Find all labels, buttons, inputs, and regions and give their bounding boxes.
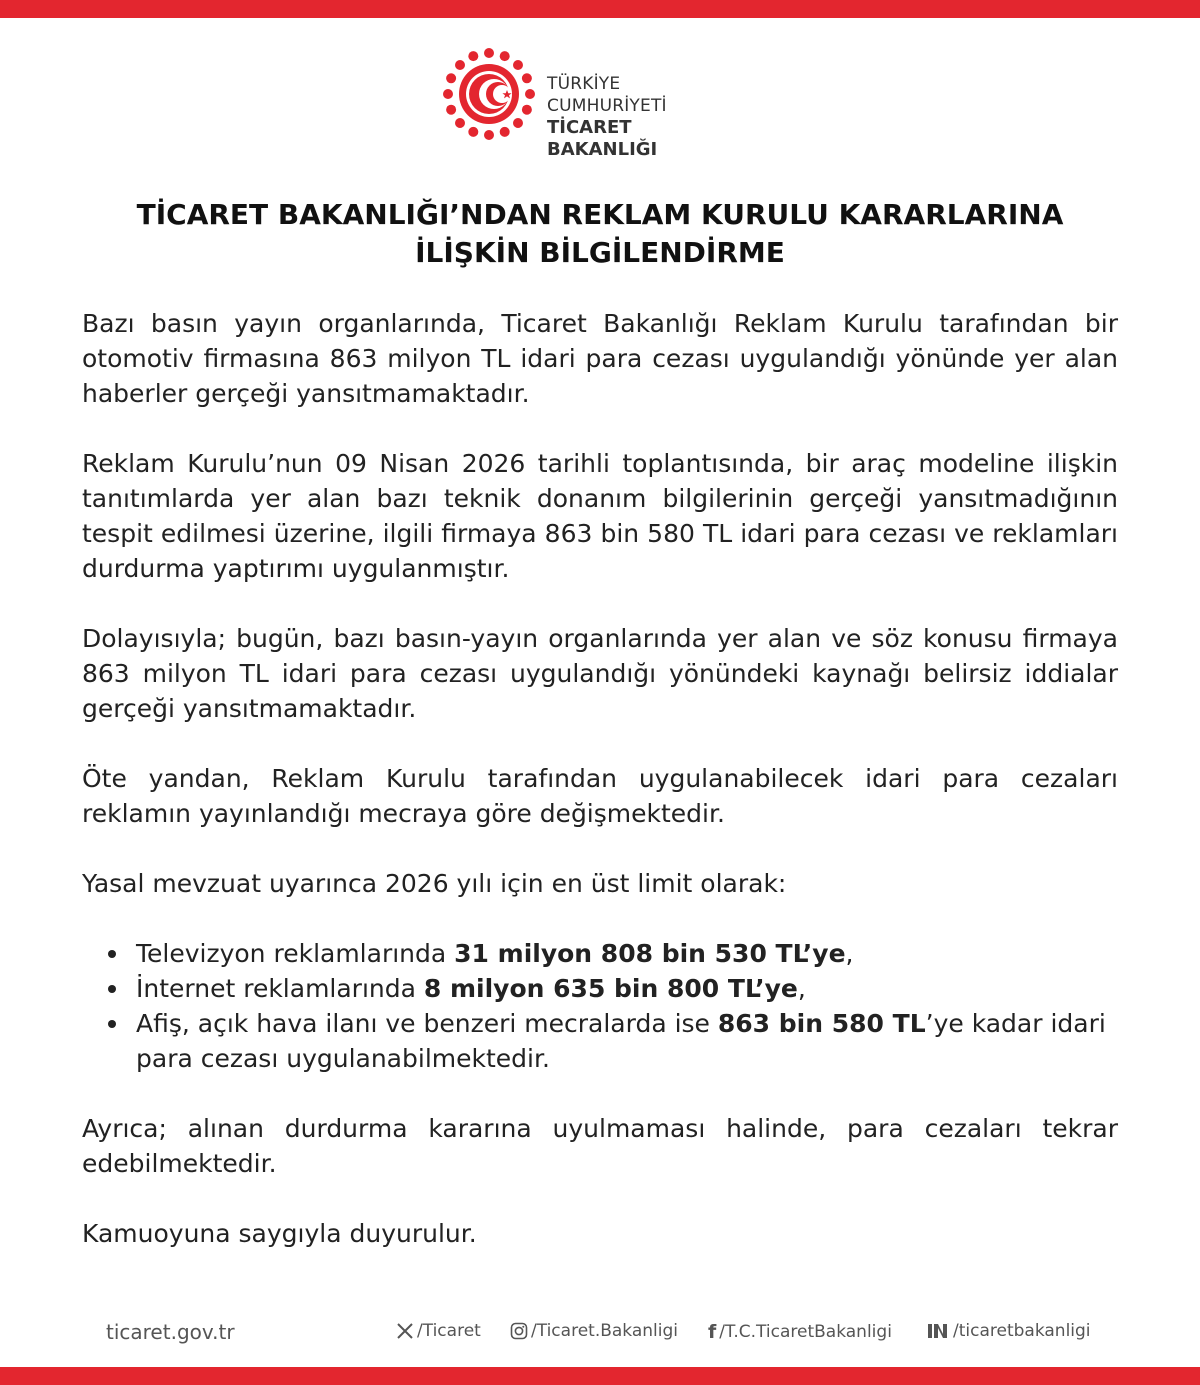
announcement-body bbox=[82, 306, 1118, 1251]
paragraph-7: Kamuoyuna saygıyla duyurulur. bbox=[82, 1219, 477, 1248]
nsosyal-handle: /ticaretbakanligi bbox=[953, 1321, 1091, 1341]
ministry-emblem-icon bbox=[441, 46, 537, 142]
website-link[interactable]: ticaret.gov.tr bbox=[106, 1320, 235, 1344]
page-title bbox=[60, 196, 1140, 272]
paragraph-4: Öte yandan, Reklam Kurulu tarafından uygulanabilecek idari para cezaları reklamın yayınlandığı mecraya göre değişmektedir. bbox=[82, 764, 1118, 828]
x-link[interactable] bbox=[396, 1321, 481, 1341]
facebook-icon: f bbox=[708, 1321, 717, 1343]
list-item: Televizyon reklamlarında 31 milyon 808 bin 530 TL’ye, bbox=[82, 936, 1118, 971]
nsosyal-icon bbox=[926, 1322, 950, 1340]
paragraph-1: Bazı basın yayın organlarında, Ticaret Bakanlığı Reklam Kurulu tarafından bir otomotiv firmasına 863 milyon TL idari para cezası uygulandığı yönünde yer alan haberler gerçeği yansıtmamaktadır. bbox=[82, 309, 1118, 408]
top-accent-bar bbox=[0, 0, 1200, 18]
x-handle: /Ticaret bbox=[417, 1321, 481, 1341]
nsosyal-link[interactable] bbox=[926, 1321, 1091, 1341]
title-line-2: İLİŞKİN BİLGİLENDİRME bbox=[415, 236, 785, 269]
list-item: Afiş, açık hava ilanı ve benzeri mecralarda ise 863 bin 580 TL’ye kadar idari para cezası uygulanabilmektedir. bbox=[82, 1006, 1118, 1076]
paragraph-3: Dolayısıyla; bugün, bazı basın-yayın organlarında yer alan ve söz konusu firmaya 863 milyon TL idari para cezası uygulandığı yönündeki kaynağı belirsiz iddialar gerçeği yansıtmamaktadır. bbox=[82, 624, 1118, 723]
facebook-link[interactable] bbox=[708, 1321, 892, 1343]
org-line-2: TİCARET BAKANLIĞI bbox=[547, 117, 658, 160]
penalty-limits-list bbox=[82, 936, 1118, 1076]
footer bbox=[0, 1318, 1200, 1352]
list-item: İnternet reklamlarında 8 milyon 635 bin 800 TL’ye, bbox=[82, 971, 1118, 1006]
bottom-accent-bar bbox=[0, 1367, 1200, 1385]
paragraph-5: Yasal mevzuat uyarınca 2026 yılı için en üst limit olarak: bbox=[82, 869, 787, 898]
paragraph-6: Ayrıca; alınan durdurma kararına uyulmaması halinde, para cezaları tekrar edebilmektedir. bbox=[82, 1114, 1118, 1178]
instagram-icon bbox=[510, 1322, 528, 1340]
facebook-handle: /T.C.TicaretBakanligi bbox=[719, 1322, 892, 1342]
instagram-link[interactable] bbox=[510, 1321, 678, 1341]
instagram-handle: /Ticaret.Bakanligi bbox=[531, 1321, 678, 1341]
ministry-logo bbox=[441, 46, 741, 160]
org-line-1: TÜRKİYE CUMHURİYETİ bbox=[547, 74, 667, 116]
paragraph-2: Reklam Kurulu’nun 09 Nisan 2026 tarihli toplantısında, bir araç modeline ilişkin tanıtımlarda yer alan bazı teknik donanım bilgilerinin gerçeği yansıtmadığının tespit edilmesi üzerine, ilgili firmaya 863 bin 580 TL idari para cezası ve reklamları durdurma yaptırımı uygulanmıştır. bbox=[82, 449, 1118, 583]
x-icon bbox=[396, 1322, 414, 1340]
title-line-1: TİCARET BAKANLIĞI’NDAN REKLAM KURULU KARARLARINA bbox=[136, 198, 1064, 231]
